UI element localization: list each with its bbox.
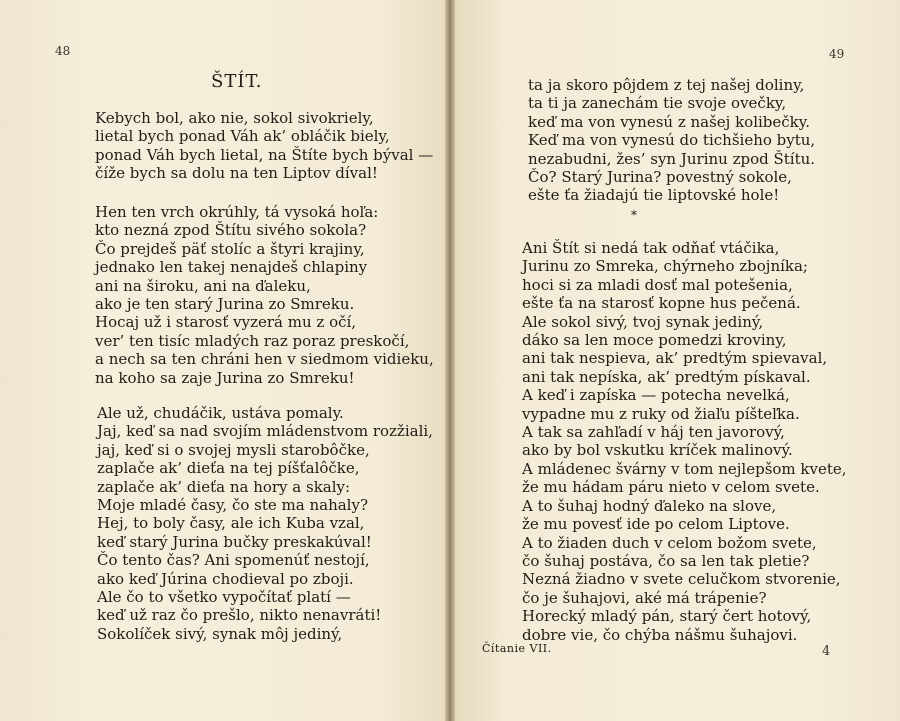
right-page-number: 49	[829, 47, 845, 61]
verse-line: dáko sa len moce pomedzi kroviny,	[522, 331, 787, 350]
verse-line: A tak sa zahľadí v háj ten javorový,	[522, 423, 785, 442]
verse-line: Sokolíček sivý, synak môj jediný,	[97, 624, 343, 643]
verse-line: Moje mladé časy, čo ste ma nahaly?	[97, 496, 368, 515]
stanza-5	[522, 239, 847, 644]
verse-line: ta ti ja zanechám tie svoje ovečky,	[528, 94, 787, 113]
verse-line: na koho sa zaje Jurina zo Smreku!	[95, 368, 355, 387]
verse-line: dobre vie, čo chýba nášmu šuhajovi.	[522, 625, 798, 644]
verse-line: čo je šuhajovi, aké má trápenie?	[522, 588, 767, 607]
verse-line: kto nezná zpod Štítu sivého sokola?	[95, 221, 367, 240]
verse-line: ani tak nepíska, ak’ predtým pískaval.	[522, 367, 811, 386]
stanza-2	[95, 203, 434, 387]
verse-line: Jaj, keď sa nad svojím mládenstvom rozžiali,	[97, 422, 433, 441]
stanza-1	[95, 109, 433, 183]
verse-line: Ani Štít si nedá tak odňať vtáčika,	[522, 239, 780, 257]
verse-line: že mu povesť ide po celom Liptove.	[522, 515, 790, 534]
verse-line: ta ja skoro pôjdem z tej našej doliny,	[528, 76, 805, 94]
verse-line: ani tak nespieva, ak’ predtým spievaval,	[522, 349, 828, 368]
left-page-number: 48	[55, 44, 71, 58]
verse-line: vypadne mu z ruky od žiaľu píšteľka.	[522, 404, 800, 423]
verse-line: keď starý Jurina bučky preskakúval!	[97, 532, 372, 551]
verse-line: Kebych bol, ako nie, sokol sivokriely,	[95, 109, 374, 127]
verse-line: Nezná žiadno v svete celučkom stvorenie,	[522, 570, 841, 589]
verse-line: a nech sa ten chráni hen v siedmom vidieku,	[95, 350, 434, 369]
verse-line: A to šuhaj hodný ďaleko na slove,	[522, 496, 777, 515]
verse-line: A keď i zapíska — potecha nevelká,	[522, 386, 790, 405]
verse-line: A mládenec švárny v tom nejlepšom kvete,	[522, 459, 847, 478]
poem-title: ŠTÍT.	[211, 71, 263, 92]
verse-line: Čo tento čas? Ani spomenúť nestojí,	[97, 551, 370, 570]
verse-line: ako keď Júrina chodieval po zboji.	[97, 569, 354, 588]
stanza-3	[97, 404, 433, 643]
verse-line: jednako len takej nenajdeš chlapiny	[95, 258, 368, 277]
verse-line: Keď ma von vynesú do tichšieho bytu,	[528, 131, 816, 150]
verse-line: ešte ťa na starosť kopne hus pečená.	[522, 294, 801, 313]
stanza-separator: *	[631, 208, 637, 222]
verse-line: Ale sokol sivý, tvoj synak jediný,	[522, 312, 764, 331]
verse-line: ešte ťa žiadajú tie liptovské hole!	[528, 186, 780, 205]
verse-line: Hej, to boly časy, ale ich Kuba vzal,	[97, 514, 365, 533]
stanza-4	[528, 76, 815, 205]
verse-line: čo šuhaj postáva, čo sa len tak pletie?	[522, 551, 810, 570]
footer-signature: Čítanie VII.	[482, 642, 552, 655]
verse-line: ako by bol vskutku kríček malinový.	[522, 441, 793, 460]
verse-line: Ale už, chudáčik, ustáva pomaly.	[97, 404, 344, 422]
verse-line: Čo? Starý Jurina? povestný sokole,	[528, 168, 792, 187]
verse-line: zaplače ak’ dieťa na tej píšťalôčke,	[97, 459, 360, 478]
verse-line: ver’ ten tisíc mladých raz poraz preskočí,	[95, 331, 410, 350]
book-gutter	[445, 0, 455, 721]
verse-line: Ale čo to všetko vypočítať platí —	[97, 588, 351, 607]
verse-line: A to žiaden duch v celom božom svete,	[522, 533, 817, 552]
verse-line: jaj, keď si o svojej mysli starobôčke,	[97, 440, 370, 459]
verse-line: Čo prejdeš päť stolíc a štyri krajiny,	[95, 239, 365, 258]
verse-line: lietal bych ponad Váh ak’ obláčik biely,	[95, 127, 390, 146]
verse-line: ani na široku, ani na ďaleku,	[95, 276, 311, 295]
verse-line: ponad Váh bych lietal, na Štíte bych býval —	[95, 145, 434, 164]
verse-line: Jurinu zo Smreka, chýrneho zbojníka;	[522, 257, 808, 276]
footer-number: 4	[822, 644, 831, 659]
verse-line: Hen ten vrch okrúhly, tá vysoká hoľa:	[95, 203, 379, 221]
verse-line: ako je ten starý Jurina zo Smreku.	[95, 295, 355, 314]
verse-line: že mu hádam páru nieto v celom svete.	[522, 478, 820, 497]
verse-line: hoci si za mladi dosť mal potešenia,	[522, 275, 793, 294]
verse-line: keď ma von vynesú z našej kolibečky.	[528, 112, 811, 131]
verse-line: Hocaj už i starosť vyzerá mu z očí,	[95, 313, 357, 332]
verse-line: nezabudni, žes’ syn Jurinu zpod Štítu.	[528, 149, 816, 168]
verse-line: keď už raz čo prešlo, nikto nenavráti!	[97, 606, 382, 625]
verse-line: číže bych sa dolu na ten Liptov díval!	[95, 164, 378, 183]
verse-line: zaplače ak’ dieťa na hory a skaly:	[97, 477, 351, 496]
verse-line: Horecký mladý pán, starý čert hotový,	[522, 607, 812, 626]
